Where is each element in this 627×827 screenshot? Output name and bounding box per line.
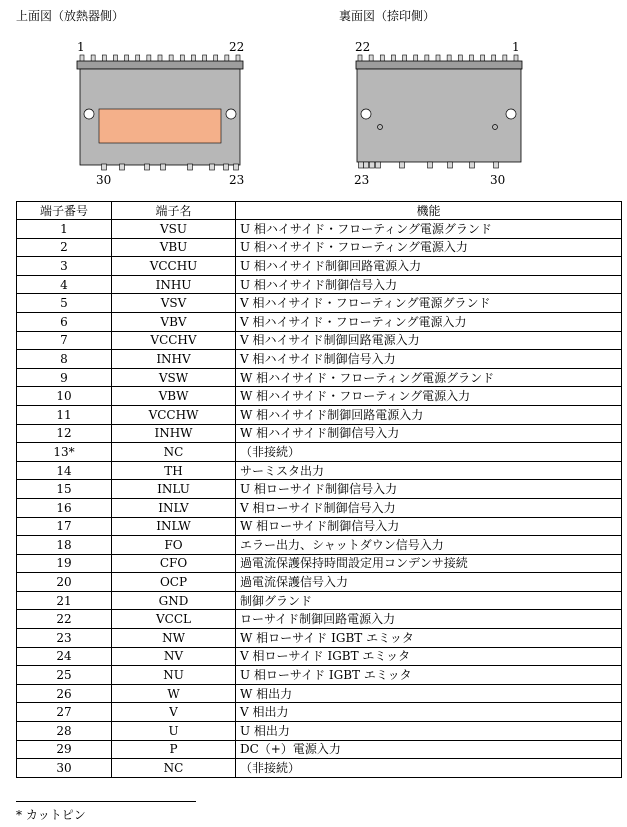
table-row	[17, 405, 622, 424]
table-row	[17, 573, 622, 592]
pin-name-cell: VCCHW	[112, 405, 236, 424]
table-row	[17, 257, 622, 276]
pin-name-cell: NU	[112, 666, 236, 685]
pin-function-cell: （非接続）	[236, 759, 622, 778]
table-row	[17, 368, 622, 387]
table-row	[17, 517, 622, 536]
pin-function-cell: （非接続）	[236, 443, 622, 462]
table-row	[17, 647, 622, 666]
table-row	[17, 443, 622, 462]
table-row	[17, 498, 622, 517]
pin-name-cell: VBW	[112, 387, 236, 406]
pin-name-cell: V	[112, 703, 236, 722]
pin-name-cell: VCCHU	[112, 257, 236, 276]
package-drawings	[0, 0, 627, 200]
bottom-view-pin-label: 23	[354, 173, 370, 187]
pin-number-cell: 22	[17, 610, 112, 629]
top-view-caption: 上面図（放熱器側）	[16, 9, 125, 23]
pin-function-cell: V 相ハイサイド制御信号入力	[236, 350, 622, 369]
pin-number-cell: 13*	[17, 443, 112, 462]
pin-function-cell: U 相ハイサイド制御回路電源入力	[236, 257, 622, 276]
bottom-view-pin-label: 30	[490, 173, 506, 187]
footnote: * カットピン	[16, 808, 86, 822]
table-row	[17, 629, 622, 648]
pin-name-cell: OCP	[112, 573, 236, 592]
pin-number-cell: 7	[17, 331, 112, 350]
pin-function-cell: W 相ハイサイド制御信号入力	[236, 424, 622, 443]
pin-number-cell: 14	[17, 461, 112, 480]
pin-name-cell: INHU	[112, 275, 236, 294]
pin-name-cell: P	[112, 740, 236, 759]
pin-function-cell: エラー出力、シャットダウン信号入力	[236, 536, 622, 555]
pin-name-cell: VSW	[112, 368, 236, 387]
pin-number-cell: 23	[17, 629, 112, 648]
table-row	[17, 722, 622, 741]
pin-function-cell: W 相ハイサイド・フローティング電源入力	[236, 387, 622, 406]
pin-function-cell: サーミスタ出力	[236, 461, 622, 480]
pin-name-cell: VBU	[112, 238, 236, 257]
table-row	[17, 740, 622, 759]
pin-name-cell: CFO	[112, 554, 236, 573]
pin-number-cell: 30	[17, 759, 112, 778]
pin-function-cell: U 相出力	[236, 722, 622, 741]
pin-number-cell: 12	[17, 424, 112, 443]
pin-number-cell: 1	[17, 220, 112, 239]
pin-name-cell: VCCL	[112, 610, 236, 629]
table-row	[17, 554, 622, 573]
pin-number-cell: 6	[17, 312, 112, 331]
table-row	[17, 536, 622, 555]
pin-name-cell: W	[112, 684, 236, 703]
pin-function-cell: 過電流保護信号入力	[236, 573, 622, 592]
table-row	[17, 424, 622, 443]
pin-number-cell: 25	[17, 666, 112, 685]
top-view-pin-label: 30	[96, 173, 112, 187]
pin-function-table	[16, 201, 622, 778]
pin-function-cell: W 相ローサイド制御信号入力	[236, 517, 622, 536]
pin-name-cell: TH	[112, 461, 236, 480]
pin-name-cell: VSV	[112, 294, 236, 313]
pin-number-cell: 26	[17, 684, 112, 703]
pin-number-cell: 29	[17, 740, 112, 759]
footnote-rule	[16, 801, 196, 802]
pin-function-cell: V 相出力	[236, 703, 622, 722]
table-row	[17, 480, 622, 499]
pin-number-cell: 15	[17, 480, 112, 499]
table-header-row	[17, 202, 622, 220]
pin-name-cell: GND	[112, 591, 236, 610]
pin-number-cell: 19	[17, 554, 112, 573]
pin-number-cell: 18	[17, 536, 112, 555]
table-row	[17, 275, 622, 294]
pin-function-cell: V 相ローサイド IGBT エミッタ	[236, 647, 622, 666]
table-row	[17, 387, 622, 406]
pin-function-cell: U 相ハイサイド・フローティング電源入力	[236, 238, 622, 257]
pin-number-cell: 8	[17, 350, 112, 369]
pin-function-cell: U 相ハイサイド・フローティング電源グランド	[236, 220, 622, 239]
pin-number-cell: 21	[17, 591, 112, 610]
pin-function-cell: 制御グランド	[236, 591, 622, 610]
header-function: 機能	[236, 202, 622, 220]
pin-name-cell: NC	[112, 759, 236, 778]
pin-function-cell: V 相ローサイド制御信号入力	[236, 498, 622, 517]
pin-number-cell: 3	[17, 257, 112, 276]
pin-name-cell: INLV	[112, 498, 236, 517]
pin-number-cell: 27	[17, 703, 112, 722]
bottom-view-package	[356, 55, 522, 168]
pin-function-cell: W 相ハイサイド制御回路電源入力	[236, 405, 622, 424]
pin-name-cell: NC	[112, 443, 236, 462]
pin-name-cell: INHW	[112, 424, 236, 443]
pin-number-cell: 24	[17, 647, 112, 666]
pin-name-cell: INLW	[112, 517, 236, 536]
table-row	[17, 220, 622, 239]
pin-function-cell: W 相出力	[236, 684, 622, 703]
pin-number-cell: 28	[17, 722, 112, 741]
table-row	[17, 312, 622, 331]
pin-number-cell: 4	[17, 275, 112, 294]
pin-name-cell: FO	[112, 536, 236, 555]
bottom-view-pin-label: 1	[512, 40, 520, 54]
pin-name-cell: INHV	[112, 350, 236, 369]
pin-function-cell: U 相ハイサイド制御信号入力	[236, 275, 622, 294]
table-row	[17, 350, 622, 369]
pin-function-cell: U 相ローサイド制御信号入力	[236, 480, 622, 499]
pin-name-cell: INLU	[112, 480, 236, 499]
top-view-pin-label: 22	[229, 40, 245, 54]
pin-number-cell: 10	[17, 387, 112, 406]
table-row	[17, 238, 622, 257]
pin-function-cell: 過電流保護保持時間設定用コンデンサ接続	[236, 554, 622, 573]
pin-number-cell: 5	[17, 294, 112, 313]
table-row	[17, 331, 622, 350]
pin-name-cell: U	[112, 722, 236, 741]
pin-name-cell: VCCHV	[112, 331, 236, 350]
table-row	[17, 591, 622, 610]
table-row	[17, 759, 622, 778]
pin-function-cell: DC（+）電源入力	[236, 740, 622, 759]
pin-number-cell: 20	[17, 573, 112, 592]
top-view-pin-label: 1	[77, 40, 85, 54]
pin-number-cell: 17	[17, 517, 112, 536]
pin-function-cell: V 相ハイサイド・フローティング電源グランド	[236, 294, 622, 313]
pin-number-cell: 2	[17, 238, 112, 257]
bottom-view-caption: 裏面図（捺印側）	[339, 9, 436, 23]
pin-function-cell: V 相ハイサイド・フローティング電源入力	[236, 312, 622, 331]
pin-name-cell: VSU	[112, 220, 236, 239]
bottom-view-pin-label: 22	[355, 40, 371, 54]
top-view-pin-label: 23	[229, 173, 245, 187]
pin-name-cell: NV	[112, 647, 236, 666]
header-pin-number: 端子番号	[17, 202, 112, 220]
pin-function-cell: U 相ローサイド IGBT エミッタ	[236, 666, 622, 685]
table-row	[17, 294, 622, 313]
pin-function-cell: ローサイド制御回路電源入力	[236, 610, 622, 629]
table-row	[17, 703, 622, 722]
pin-function-cell: W 相ローサイド IGBT エミッタ	[236, 629, 622, 648]
pin-function-cell: W 相ハイサイド・フローティング電源グランド	[236, 368, 622, 387]
pin-name-cell: VBV	[112, 312, 236, 331]
table-row	[17, 610, 622, 629]
pin-number-cell: 11	[17, 405, 112, 424]
table-row	[17, 461, 622, 480]
top-view-package	[77, 55, 243, 170]
table-row	[17, 684, 622, 703]
header-pin-name: 端子名	[112, 202, 236, 220]
table-row	[17, 666, 622, 685]
pin-number-cell: 9	[17, 368, 112, 387]
pin-name-cell: NW	[112, 629, 236, 648]
pin-number-cell: 16	[17, 498, 112, 517]
pin-function-cell: V 相ハイサイド制御回路電源入力	[236, 331, 622, 350]
